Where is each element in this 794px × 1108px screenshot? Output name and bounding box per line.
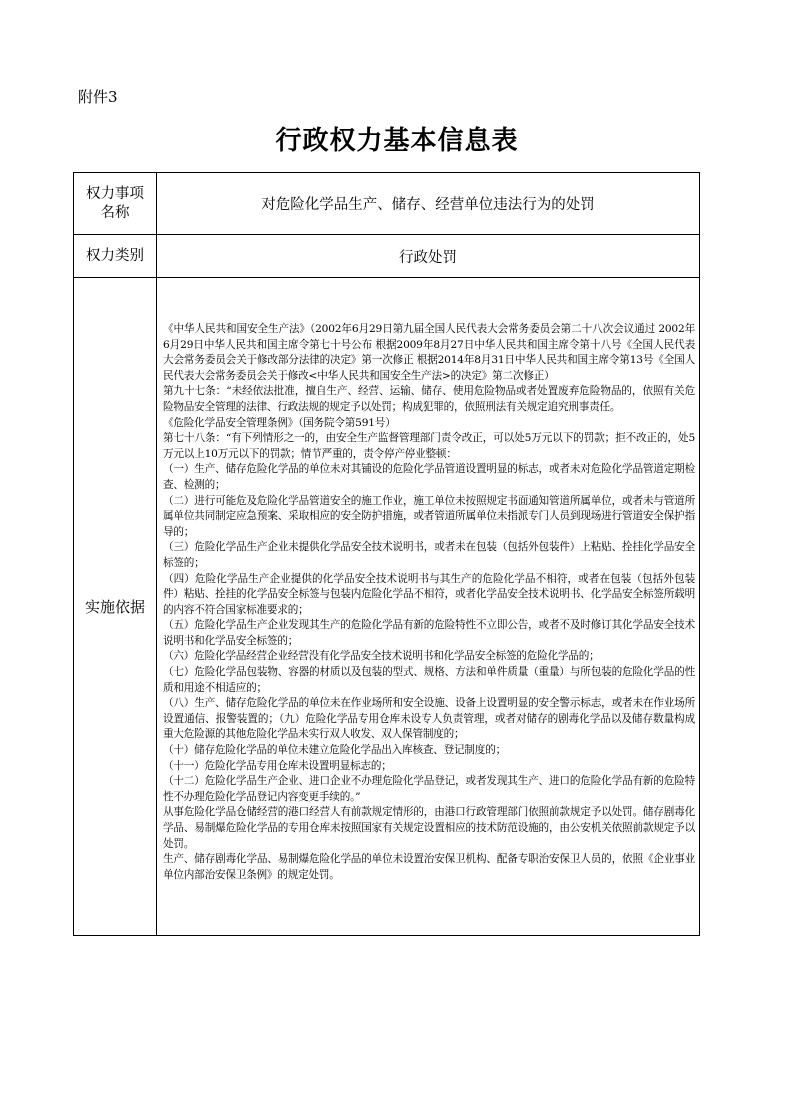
- basis-label: 实施依据: [74, 278, 157, 936]
- basis-paragraph: （八）生产、储存危险化学品的单位未在作业场所和安全设施、设备上设置明显的安全警示标志，或者未在作业场所设置通信、报警装置的；（九）危险化学品专用仓库未设专人负责管理，或者对储存的剧毒化学品以及储存数量构成重大危险源的其他危险化学品未实行双人收发、双人保管制度的；: [163, 697, 695, 741]
- basis-paragraph: （三）危险化学品生产企业未提供化学品安全技术说明书，或者未在包装（包括外包装件）上粘贴、拴挂化学品安全标签的；: [163, 541, 695, 569]
- page-title: 行政权力基本信息表: [275, 126, 519, 156]
- basis-paragraph: （五）危险化学品生产企业发现其生产的危险化学品有新的危险特性不立即公告，或者不及时修订其化学品安全技术说明书和化学品安全标签的；: [163, 619, 695, 647]
- table-row: [74, 235, 700, 278]
- basis-paragraph: （十二）危险化学品生产企业、进口企业不办理危险化学品登记，或者发现其生产、进口的危险化学品有新的危险特性不办理危险化学品登记内容变更手续的。”: [163, 775, 695, 803]
- name-value: 对危险化学品生产、储存、经营单位违法行为的处罚: [157, 173, 700, 235]
- basis-paragraph: 生产、储存剧毒化学品、易制爆危险化学品的单位未设置治安保卫机构、配备专职治安保卫人员的，依照《企业事业单位内部治安保卫条例》的规定处罚。: [163, 853, 695, 881]
- basis-paragraph: （七）危险化学品包装物、容器的材质以及包装的型式、规格、方法和单件质量（重量）与所包装的危险化学品的性质和用途不相适应的；: [163, 666, 695, 694]
- basis-paragraph: 第七十八条：“有下列情形之一的，由安全生产监督管理部门责令改正，可以处5万元以下的罚款；拒不改正的，处5万元以上10万元以下的罚款；情节严重的，责令停产停业整顿：: [163, 432, 695, 460]
- name-label: 权力事项名称: [86, 185, 144, 221]
- basis-paragraph: （四）危险化学品生产企业提供的化学品安全技术说明书与其生产的危险化学品不相符，或者在包装（包括外包装件）粘贴、拴挂的化学品安全标签与包装内危险化学品不相符，或者化学品安全技术说明书、化学品安全标签所载明的内容不符合国家标准要求的；: [163, 572, 695, 616]
- basis-paragraph: （一）生产、储存危险化学品的单位未对其铺设的危险化学品管道设置明显的标志，或者未对危险化学品管道定期检查、检测的；: [163, 463, 695, 491]
- table-row: [74, 173, 700, 235]
- basis-paragraph: 第九十七条：“未经依法批准，擅自生产、经营、运输、储存、使用危险物品或者处置废弃危险物品的，依照有关危险物品安全管理的法律、行政法规的规定予以处罚；构成犯罪的，依照刑法有关规定追究刑事责任。: [163, 385, 695, 413]
- attachment-label: 附件3: [78, 88, 118, 106]
- basis-paragraph: （十一）危险化学品专用仓库未设置明显标志的；: [163, 759, 392, 772]
- basis-content: [157, 278, 700, 936]
- name-label-cell: [74, 173, 157, 235]
- info-table: [73, 172, 700, 936]
- basis-paragraph: 从事危险化学品仓储经营的港口经营人有前款规定情形的，由港口行政管理部门依照前款规定予以处罚。储存剧毒化学品、易制爆危险化学品的专用仓库未按照国家有关规定设置相应的技术防范设施的，由公安机关依照前款规定予以处罚。: [163, 806, 695, 850]
- category-label: 权力类别: [74, 235, 157, 278]
- basis-paragraph: 《中华人民共和国安全生产法》（2002年6月29日第九届全国人民代表大会常务委员会第二十八次会议通过 2002年6月29日中华人民共和国主席令第七十号公布 根据2009年8月27日中华人民共和国主席令第十八号《全国人民代表大会常务委员会关于修改部分法律的决定》第一次修正 根据2014年8月31日中华人民共和国主席令第13号《全国人民代表大会常务委员会关于修改<中华人民共和国安全生产法>的决定》第二次修正）: [163, 323, 695, 382]
- basis-paragraph: （六）危险化学品经营企业经营没有化学品安全技术说明书和化学品安全标签的危险化学品的；: [163, 650, 600, 663]
- basis-paragraph: 《危险化学品安全管理条例》（国务院令第591号）: [163, 416, 396, 429]
- table-row: [74, 278, 700, 936]
- category-value: 行政处罚: [157, 235, 700, 278]
- basis-paragraph: （二）进行可能危及危险化学品管道安全的施工作业，施工单位未按照规定书面通知管道所属单位，或者未与管道所属单位共同制定应急预案、采取相应的安全防护措施，或者管道所属单位未指派专门人员到现场进行管道安全保护指导的；: [163, 494, 695, 538]
- basis-paragraph: （十）储存危险化学品的单位未建立危险化学品出入库核查、登记制度的；: [163, 744, 506, 757]
